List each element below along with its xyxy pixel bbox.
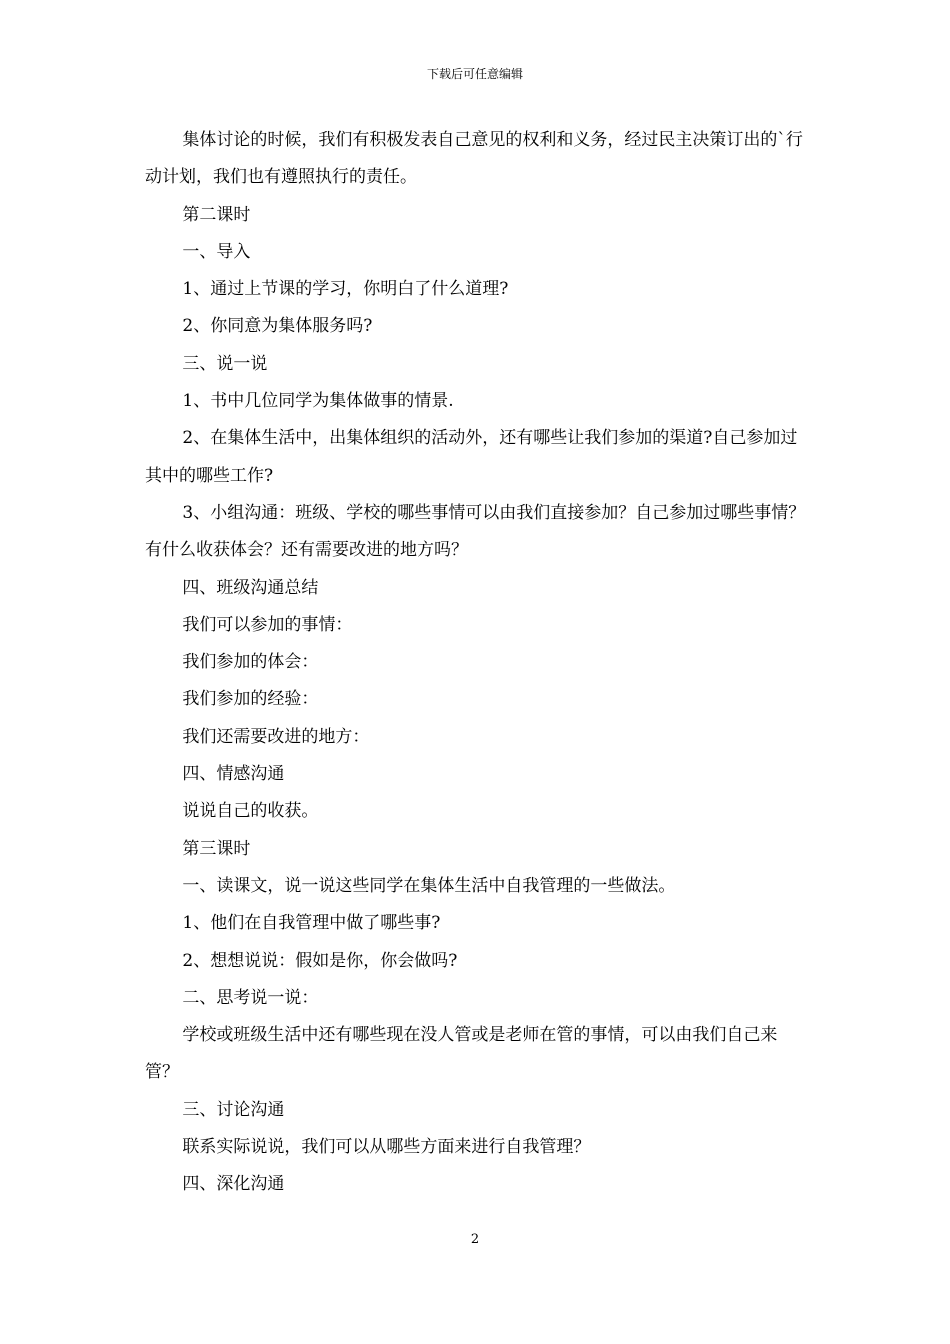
paragraph: 我们参加的体会： xyxy=(182,652,319,673)
page-number: 2 xyxy=(470,1232,480,1247)
paragraph: 说说自己的收获。 xyxy=(182,801,319,822)
paragraph: 2、在集体生活中，出集体组织的活动外，还有哪些让我们参加的渠道?自己参加过其中的哪些工作? xyxy=(145,428,798,486)
section-heading: 第二课时 xyxy=(182,204,251,225)
header-note: 下载后可任意编辑 xyxy=(426,67,523,81)
paragraph: 学校或班级生活中还有哪些现在没人管或是老师在管的事情，可以由我们自己来管？ xyxy=(145,1025,778,1083)
paragraph: 1、他们在自我管理中做了哪些事? xyxy=(182,913,441,934)
paragraph: 我们参加的经验： xyxy=(182,689,319,710)
paragraph: 3、小组沟通：班级、学校的哪些事情可以由我们直接参加？自己参加过哪些事情？有什么收获体会？还有需要改进的地方吗？ xyxy=(145,502,806,561)
section-heading: 二、思考说一说： xyxy=(182,987,319,1008)
section-heading: 一、读课文，说一说这些同学在集体生活中自我管理的一些做法。 xyxy=(182,875,676,896)
paragraph: 联系实际说说，我们可以从哪些方面来进行自我管理？ xyxy=(182,1137,591,1158)
paragraph: 2、想想说说：假如是你，你会做吗? xyxy=(182,950,458,971)
section-heading: 一、导入 xyxy=(182,241,251,262)
paragraph: 集体讨论的时候，我们有积极发表自己意见的权利和义务，经过民主决策订出的`行动计划，我们也有遵照执行的责任。 xyxy=(145,130,803,188)
section-heading: 四、深化沟通 xyxy=(182,1174,285,1195)
paragraph: 我们可以参加的事情： xyxy=(182,614,353,635)
paragraph: 1、书中几位同学为集体做事的情景. xyxy=(182,391,454,412)
page-footer xyxy=(0,1232,950,1248)
section-heading: 四、情感沟通 xyxy=(182,764,285,785)
page-header xyxy=(0,66,950,82)
section-heading: 第三课时 xyxy=(182,838,251,859)
paragraph: 2、你同意为集体服务吗? xyxy=(182,316,373,337)
document-body xyxy=(145,122,809,1204)
section-heading: 三、说一说 xyxy=(182,353,268,374)
paragraph: 1、通过上节课的学习，你明白了什么道理? xyxy=(182,279,509,300)
section-heading: 四、班级沟通总结 xyxy=(182,577,319,598)
section-heading: 三、讨论沟通 xyxy=(182,1099,285,1120)
paragraph: 我们还需要改进的地方： xyxy=(182,726,370,747)
